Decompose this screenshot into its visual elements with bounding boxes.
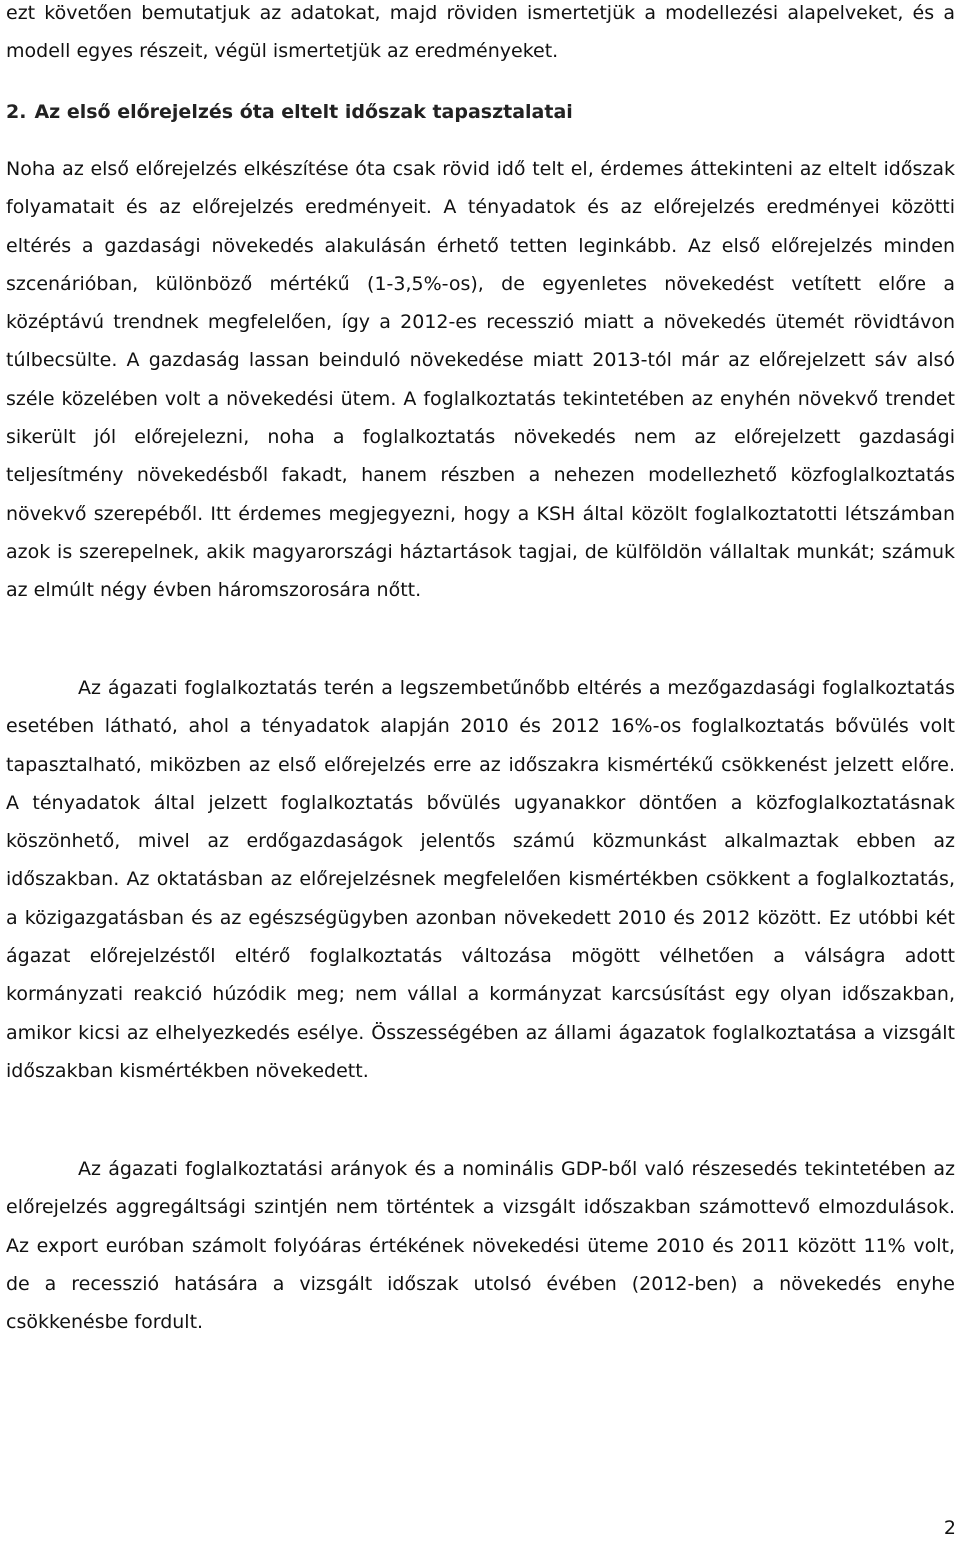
section-heading <box>6 93 955 131</box>
section-number: 2. <box>6 101 27 123</box>
intro-paragraph: ezt követően bemutatjuk az adatokat, majd röviden ismertetjük a modellezési alapelveket, és a modell egyes részeit, végül ismertetjük az eredményeket. <box>6 2 955 63</box>
body-paragraph-1: Noha az első előrejelzés elkészítése óta csak rövid idő telt el, érdemes áttekinteni az eltelt időszak folyamatait és az előrejelzés eredményeit. A tényadatok és az előrejelzés eredményei közötti eltérés a gazdasági növekedés alakulásán érhető tetten leginkább. Az első előrejelzés minden szcenárióban, különböző mértékű (1-3,5%-os), de egyenletes növekedést vetített előre a középtávú trendnek megfelelően, így a 2012-es recesszió miatt a növekedés ütemét rövidtávon túlbecsülte. A gazdaság lassan beinduló növekedése miatt 2013-tól már az előrejelzett sáv alsó széle közelében volt a növekedési ütem. A foglalkoztatás tekintetében az enyhén növekvő trendet sikerült jól előrejelezni, noha a foglalkoztatás növekedés nem az előrejelzett gazdasági teljesítmény növekedésből fakadt, hanem részben a nehezen modellezhető közfoglalkoztatás növekvő szerepéből. Itt érdemes megjegyezni, hogy a KSH által közölt foglalkoztatotti létszámban azok is szerepelnek, akik magyarországi háztartások tagjai, de külföldön vállaltak munkát; számuk az elmúlt négy évben háromszorosára nőtt. <box>6 158 955 602</box>
body-paragraph-2: Az ágazati foglalkoztatás terén a legszembetűnőbb eltérés a mezőgazdasági foglalkoztatás esetében látható, ahol a tényadatok alapján 2010 és 2012 16%-os foglalkoztatás bővülés volt tapasztalható, miközben az első előrejelzés erre az időszakra kismértékű csökkenést jelzett előre. A tényadatok által jelzett foglalkoztatás bővülés ugyanakkor döntően a közfoglalkoztatásnak köszönhető, mivel az erdőgazdaságok jelentős számú közmunkást alkalmaztak ebben az időszakban. Az oktatásban az előrejelzésnek megfelelően kismértékben csökkent a foglalkoztatás, a közigazgatásban és az egészségügyben azonban növekedett 2010 és 2012 között. Ez utóbbi két ágazat előrejelzéstől eltérő foglalkoztatás változása mögött vélhetően a válságra adott kormányzati reakció húzódik meg; nem vállal a kormányzat karcsúsítást egy olyan időszakban, amikor kicsi az elhelyezkedés esélye. Összességében az állami ágazatok foglalkoztatása a vizsgált időszakban kismértékben növekedett. <box>6 677 955 1082</box>
page-number: 2 <box>943 1517 956 1539</box>
section-title: Az első előrejelzés óta eltelt időszak tapasztalatai <box>34 101 573 123</box>
body-paragraph-3: Az ágazati foglalkoztatási arányok és a nominális GDP-ből való részesedés tekintetében az előrejelzés aggregáltsági szintjén nem történtek a vizsgált időszakban számottevő elmozdulások. Az export euróban számolt folyóáras értékének növekedési üteme 2010 és 2011 között 11% volt, de a recesszió hatására a vizsgált időszak utolsó évében (2012-ben) a növekedés enyhe csökkenésbe fordult. <box>6 1158 955 1334</box>
